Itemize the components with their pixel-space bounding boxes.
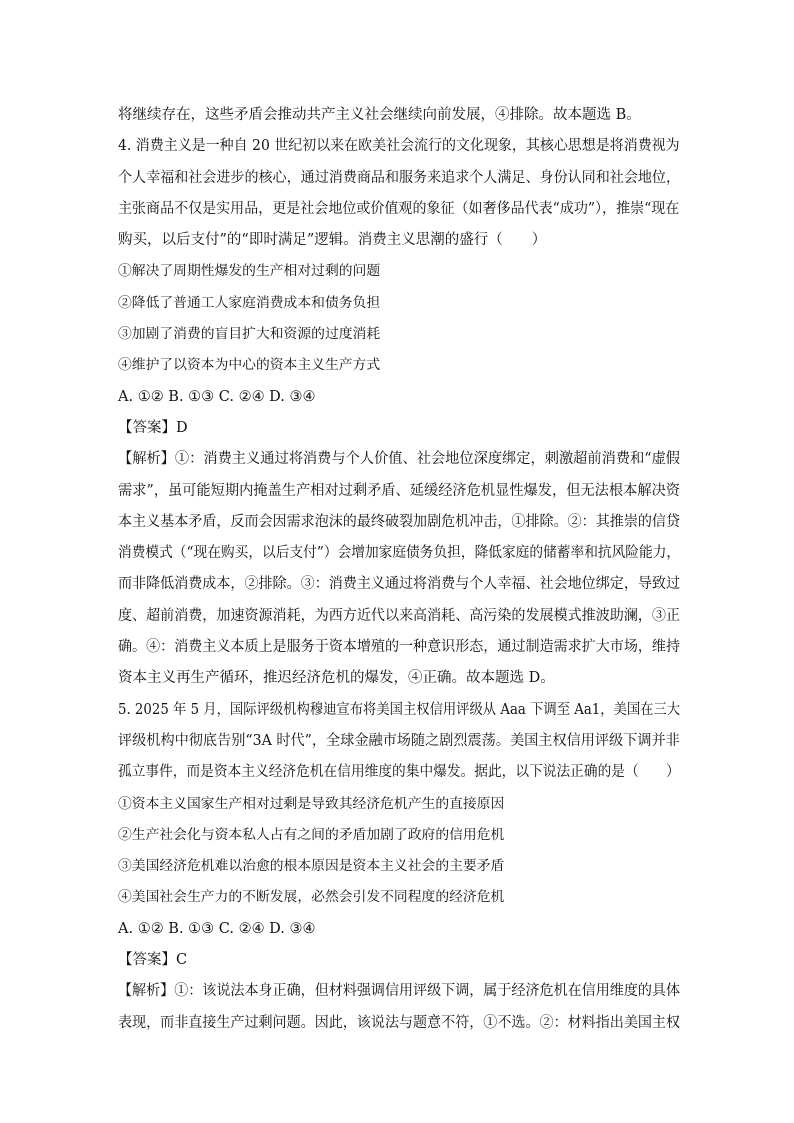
option-item: ④美国社会生产力的不断发展，必然会引发不同程度的经济危机 <box>118 889 505 906</box>
option-item: ②降低了普通工人家庭消费成本和债务负担 <box>118 294 381 311</box>
answer-label: 【答案】D <box>118 419 188 436</box>
analysis-text: 【解析】①：消费主义通过将消费与个人价值、社会地位深度绑定，刺激超前消费和“虚假 <box>118 451 681 468</box>
text-line: 度、超前消费，加速资源消耗，为西方近代以来高消耗、高污染的发展模式推波助澜，③正 <box>118 607 681 624</box>
text-line: 资本主义再生产循环，推迟经济危机的爆发，④正确。故本题选 D。 <box>118 670 555 687</box>
option-item: ①资本主义国家生产相对过剩是导致其经济危机产生的直接原因 <box>118 795 505 812</box>
text-line: 个人幸福和社会进步的核心，通过消费商品和服务来追求个人满足、身份认同和社会地位， <box>118 169 681 186</box>
option-item: ③加剧了消费的盲目扩大和资源的过度消耗 <box>118 326 381 343</box>
text-line: 本主义基本矛盾，反而会因需求泡沫的最终破裂加剧危机冲击，①排除。②：其推崇的信贷 <box>118 513 681 530</box>
text-line: 孤立事件，而是资本主义经济危机在信用维度的集中爆发。据此，以下说法正确的是（ ） <box>118 764 680 781</box>
answer-choices: A. ①② B. ①③ C. ②④ D. ③④ <box>118 388 316 405</box>
question-4-stem: 4. 消费主义是一种自 20 世纪初以来在欧美社会流行的文化现象，其核心思想是将消费视为 <box>118 138 680 155</box>
option-item: ②生产社会化与资本私人占有之间的矛盾加剧了政府的信用危机 <box>118 826 505 843</box>
text-line: 而非降低消费成本，②排除。③：消费主义通过将消费与个人幸福、社会地位绑定，导致过 <box>118 576 681 593</box>
question-5-stem: 5. 2025 年 5 月，国际评级机构穆迪宣布将美国主权信用评级从 Aaa 下调至 Aa1，美国在三大 <box>118 701 681 718</box>
option-item: ①解决了周期性爆发的生产相对过剩的问题 <box>118 263 381 280</box>
text-line: 需求”，虽可能短期内掩盖生产相对过剩矛盾、延缓经济危机显性爆发，但无法根本解决资 <box>118 482 681 499</box>
option-item: ④维护了以资本为中心的资本主义生产方式 <box>118 357 381 374</box>
text-line: 表现，而非直接生产过剩问题。因此，该说法与题意不符，①不选。②：材料指出美国主权 <box>118 1014 681 1031</box>
text-line: 评级机构中彻底告别“3A 时代”，全球金融市场随之剧烈震荡。美国主权信用评级下调并非 <box>118 732 680 749</box>
analysis-text: 【解析】①：该说法本身正确，但材料强调信用评级下调，属于经济危机在信用维度的具体 <box>118 983 681 1000</box>
text-line: 主张商品不仅是实用品，更是社会地位或价值观的象征（如奢侈品代表“成功”），推崇“现在 <box>118 200 680 217</box>
text-line: 消费模式（“现在购买，以后支付”）会增加家庭债务负担，降低家庭的储蓄率和抗风险能力， <box>118 545 681 562</box>
option-item: ③美国经济危机难以治愈的根本原因是资本主义社会的主要矛盾 <box>118 858 505 875</box>
answer-label: 【答案】C <box>118 952 188 969</box>
document-body <box>118 100 680 1039</box>
text-line: 购买，以后支付”的“即时满足”逻辑。消费主义思潮的盛行（ ） <box>118 232 547 249</box>
answer-choices: A. ①② B. ①③ C. ②④ D. ③④ <box>118 920 316 937</box>
text-line: 确。④：消费主义本质上是服务于资本增殖的一种意识形态，通过制造需求扩大市场，维持 <box>118 639 681 656</box>
text-line: 将继续存在，这些矛盾会推动共产主义社会继续向前发展，④排除。故本题选 B。 <box>118 107 641 123</box>
